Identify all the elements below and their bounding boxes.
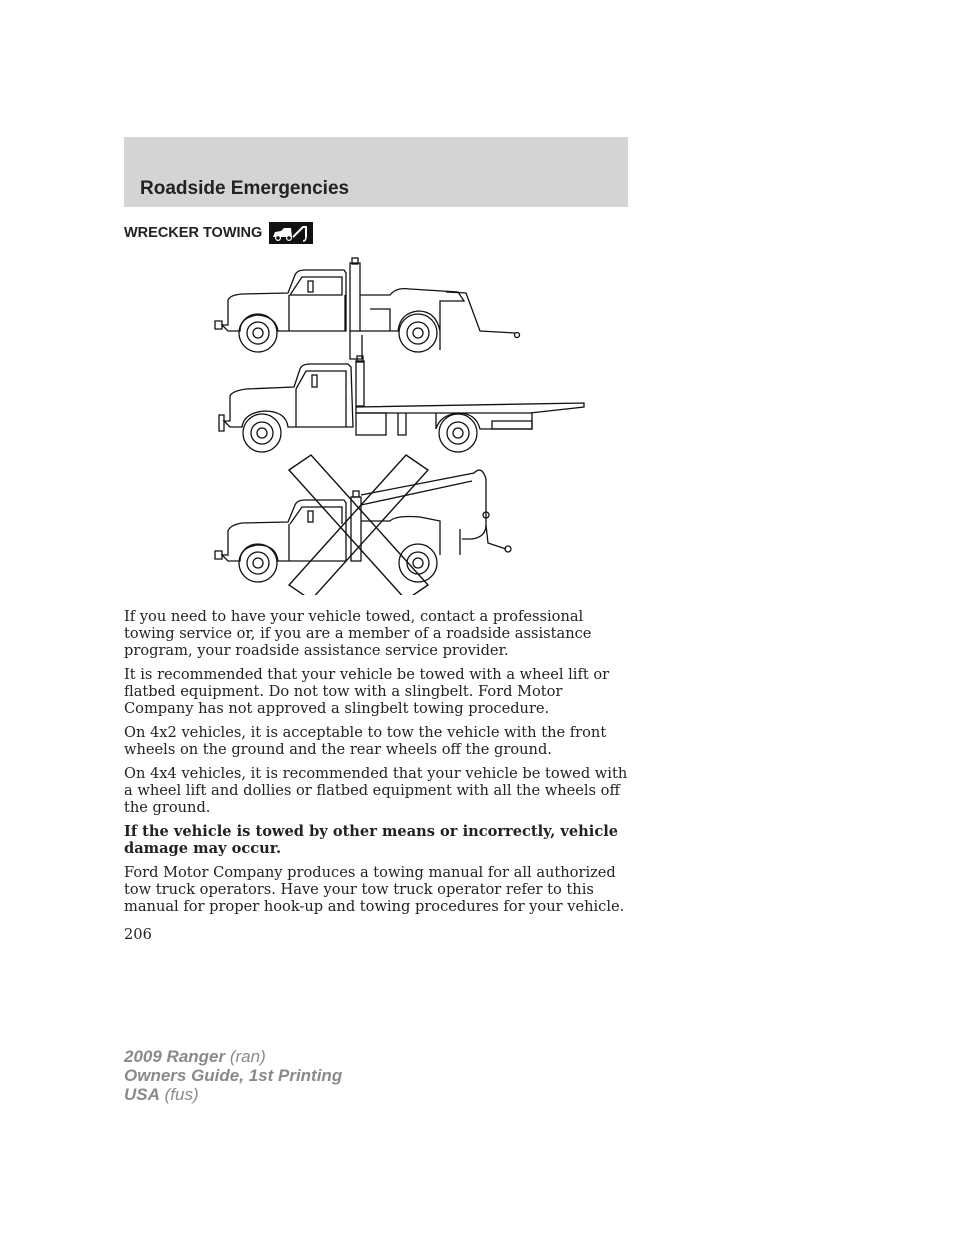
- paragraph: It is recommended that your vehicle be towed with a wheel lift or flatbed equipment. Do not tow with a slingbelt. Ford Motor Company has not approved a slingbelt towing procedure.: [124, 666, 610, 717]
- page-number: 206: [124, 926, 152, 943]
- paragraph: On 4x4 vehicles, it is recommended that your vehicle be towed with a wheel lift and dollies or flatbed equipment with all the wheels off the ground.: [124, 765, 628, 816]
- flatbed-truck-drawing: [219, 356, 584, 452]
- paragraph: If you need to have your vehicle towed, contact a professional towing service or, if you are a member of a roadside assistance program, your roadside assistance service provider.: [124, 608, 592, 659]
- wheel-lift-wrecker-drawing: [215, 258, 520, 359]
- subheading: [124, 222, 313, 244]
- footer-region: USA: [124, 1085, 160, 1104]
- footer-region-code: (fus): [164, 1085, 199, 1104]
- body-text: [124, 608, 630, 922]
- paragraph: Ford Motor Company produces a towing manual for all authorized tow truck operators. Have your tow truck operator refer to this manual for proper hook-up and towing procedures for your vehicle.: [124, 864, 625, 915]
- paragraph: On 4x2 vehicles, it is acceptable to tow the vehicle with the front wheels on the ground and the rear wheels off the ground.: [124, 724, 607, 758]
- slingbelt-wrecker-drawing: [215, 470, 511, 582]
- footer: [124, 1047, 342, 1104]
- section-title: Roadside Emergencies: [140, 178, 350, 199]
- tow-truck-icon: [269, 222, 313, 244]
- footer-guide: Owners Guide, 1st Printing: [124, 1066, 343, 1085]
- footer-model-code: (ran): [229, 1047, 266, 1066]
- subheading-title: WRECKER TOWING: [124, 225, 263, 241]
- prohibited-x-mark: [289, 455, 428, 595]
- warning-paragraph: If the vehicle is towed by other means or incorrectly, vehicle damage may occur.: [124, 823, 619, 857]
- towing-methods-illustration: [210, 255, 600, 595]
- footer-model: 2009 Ranger: [124, 1047, 226, 1066]
